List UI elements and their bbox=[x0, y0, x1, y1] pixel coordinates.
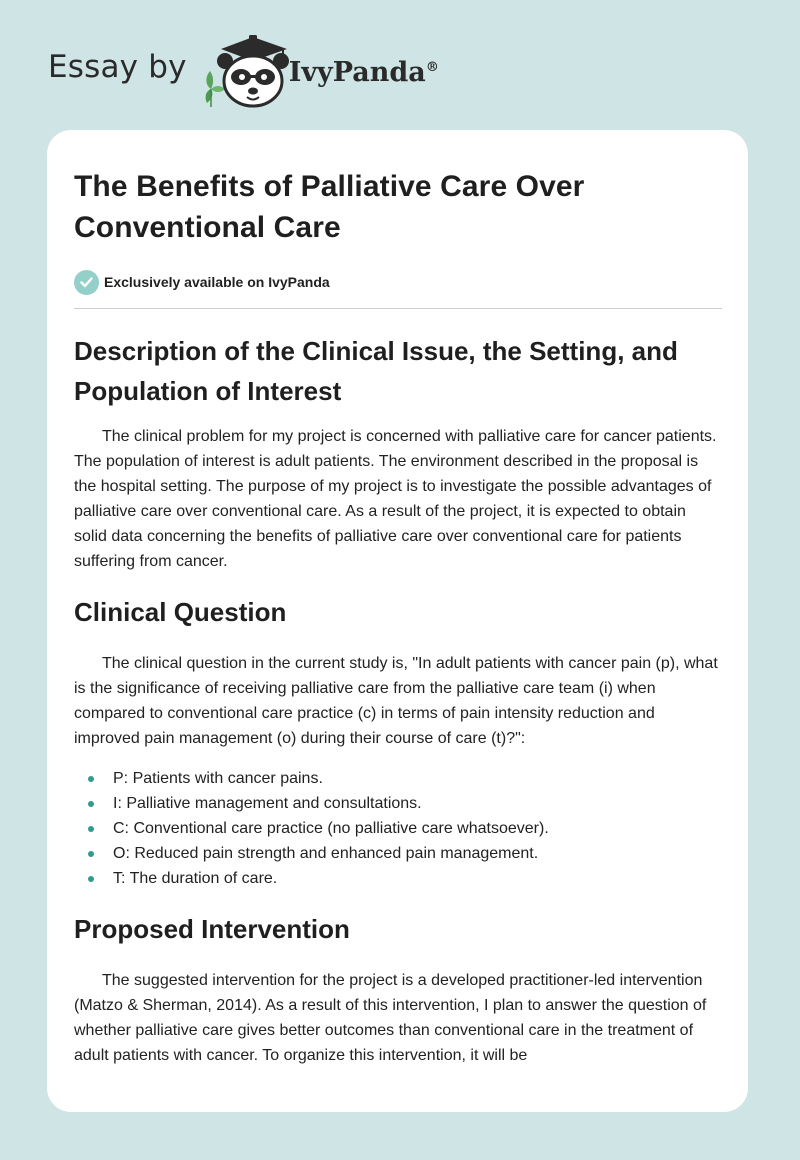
exclusive-badge bbox=[74, 269, 722, 295]
bullet-dot-icon bbox=[88, 826, 94, 832]
essay-card bbox=[47, 130, 748, 1112]
list-item bbox=[74, 866, 722, 891]
brand-header[interactable] bbox=[48, 30, 439, 110]
check-icon bbox=[74, 270, 99, 295]
list-item bbox=[74, 766, 722, 791]
list-item-text: C: Conventional care practice (no palliative care whatsoever). bbox=[113, 820, 549, 837]
bullet-dot-icon bbox=[88, 876, 94, 882]
list-item-text: I: Palliative management and consultations. bbox=[113, 795, 422, 812]
section-paragraph-proposed-intervention: The suggested intervention for the project is a developed practitioner-led intervention (Matzo & Sherman, 2014). As a result of this intervention, I plan to answer the question of whether palliative care gives better outcomes than conventional care in the treatment of adult patients with cancer. To organize this intervention, it will be bbox=[74, 972, 707, 1064]
section-heading-clinical-question: Clinical Question bbox=[74, 597, 287, 627]
list-item bbox=[74, 791, 722, 816]
brand-name bbox=[289, 57, 439, 88]
section-heading-clinical-issue: Description of the Clinical Issue, the Setting, and Population of Interest bbox=[74, 336, 678, 406]
bullet-dot-icon bbox=[88, 851, 94, 857]
brand-prefix: Essay by bbox=[48, 49, 187, 85]
bullet-dot-icon bbox=[88, 801, 94, 807]
section-paragraph-clinical-question: The clinical question in the current study is, "In adult patients with cancer pain (p), what is the significance of receiving palliative care from the palliative care team (i) when compared to conventional care practice (c) in terms of pain intensity reduction and improved pain management (o) during their course of care (t)?": bbox=[74, 655, 718, 747]
brand-registered-mark: ® bbox=[425, 59, 439, 75]
title-divider bbox=[74, 308, 722, 309]
list-item bbox=[74, 841, 722, 866]
section-heading-proposed-intervention: Proposed Intervention bbox=[74, 914, 350, 944]
list-item-text: P: Patients with cancer pains. bbox=[113, 770, 323, 787]
essay-title: The Benefits of Palliative Care Over Conventional Care bbox=[74, 170, 585, 244]
exclusive-text: Exclusively available on IvyPanda bbox=[104, 274, 330, 290]
section-paragraph-clinical-issue: The clinical problem for my project is concerned with palliative care for cancer patients. The population of interest is adult patients. The environment described in the proposal is the hospital setting. The purpose of my project is to investigate the possible advantages of palliative care over conventional care. As a result of the project, it is expected to obtain solid data concerning the benefits of palliative care over conventional care for patients suffering from cancer. bbox=[74, 428, 717, 570]
bullet-dot-icon bbox=[88, 776, 94, 782]
list-item-text: O: Reduced pain strength and enhanced pain management. bbox=[113, 845, 539, 862]
panda-logo-icon bbox=[201, 31, 293, 109]
pico-list bbox=[74, 766, 722, 891]
list-item bbox=[74, 816, 722, 841]
list-item-text: T: The duration of care. bbox=[113, 870, 278, 887]
brand-name-text: IvyPanda bbox=[288, 56, 426, 88]
